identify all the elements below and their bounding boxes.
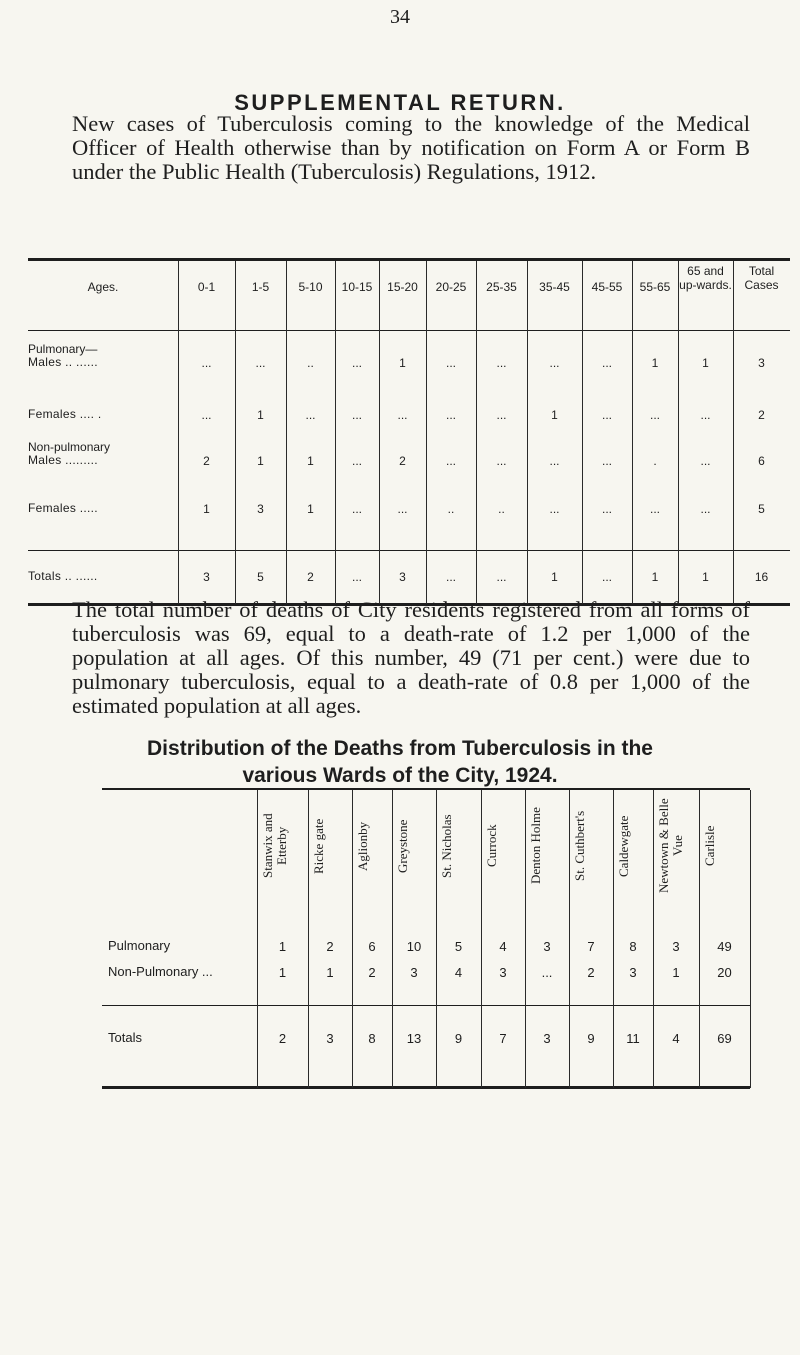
column-header: 45-55 (591, 280, 623, 294)
ward-row-label: Pulmonary (108, 938, 171, 953)
table-cell: 3 (399, 570, 406, 584)
table-cell: ... (649, 502, 660, 516)
ward-column-header: Stanwix and Etterby (260, 813, 289, 879)
table-cell: ... (496, 408, 507, 422)
table-cell: 1 (257, 454, 264, 468)
table-cell: ... (549, 502, 560, 516)
table-cell: ... (445, 408, 456, 422)
column-rule (426, 261, 427, 604)
column-rule (476, 261, 477, 604)
deaths-paragraph: The total number of deaths of City residents registered from all forms of tuberculosis was 69, equal to a death-rate of 1.2 per 1,000 of the population at all ages. Of this number, 49 (71 per cent.) were due to pulmonary tuberculosis, equal to a death-rate of 0.8 per 1,000 of the estimated population at all ages. (72, 597, 750, 718)
ward-cell: 1 (672, 965, 680, 980)
ward-cell: 3 (410, 965, 418, 980)
column-header: 20-25 (435, 280, 467, 294)
table-cell: 2 (758, 408, 765, 422)
table-cell: 16 (754, 570, 769, 584)
column-rule (632, 261, 633, 604)
table-cell: 3 (758, 356, 765, 370)
ward-cell: 3 (326, 1031, 334, 1046)
column-rule (733, 261, 734, 604)
ward-cell: 4 (454, 965, 463, 980)
table-cell: ... (397, 502, 408, 516)
ward-column-header: St. Nicholas (439, 814, 454, 878)
table-cell: 1 (651, 356, 659, 370)
table-cell: .. (447, 502, 455, 516)
column-rule (582, 261, 583, 604)
table-top-rule (28, 258, 790, 261)
table-cell: ... (700, 454, 711, 468)
column-header: 5-10 (298, 280, 323, 294)
table-cell: ... (601, 502, 612, 516)
column-header: 15-20 (387, 280, 418, 294)
column-rule (750, 790, 751, 1088)
table-cell: ... (305, 408, 316, 422)
ward-column-header: Greystone (395, 819, 410, 873)
table-cell: 1 (307, 502, 314, 516)
table-cell: ... (397, 408, 408, 422)
ward-cell: 1 (326, 965, 334, 980)
ward-cell: 8 (368, 1031, 376, 1046)
column-header: 0-1 (197, 280, 216, 294)
table-cell: 3 (257, 502, 264, 516)
table-cell: ... (601, 356, 612, 370)
table-cell: 1 (702, 570, 709, 584)
table-cell: ... (496, 570, 507, 584)
ward-cell: 11 (626, 1031, 640, 1046)
ward-cell: 3 (499, 965, 507, 980)
ward-cell: 6 (368, 939, 376, 954)
ward-cell: 3 (543, 939, 551, 954)
page-number: 34 (390, 6, 410, 28)
column-header: Total Cases (744, 264, 779, 292)
column-rule (178, 261, 179, 604)
ward-cell: 7 (499, 1031, 507, 1046)
row-label: Males .. ...... (28, 355, 98, 369)
ward-cell: 2 (278, 1031, 287, 1046)
table-cell: ... (700, 408, 711, 422)
ward-column-header: Aglionby (355, 821, 370, 871)
table-cell: ... (351, 454, 362, 468)
column-header: 55-65 (639, 280, 671, 294)
column-header: 35-45 (539, 280, 570, 294)
ward-cell: 49 (717, 939, 732, 954)
table-cell: .. (498, 502, 505, 516)
table-cell: 2 (399, 454, 406, 468)
ward-column-header: St. Cuthbert's (572, 810, 587, 882)
table-cell: 5 (257, 570, 264, 584)
table-cell: ... (351, 502, 362, 516)
table-cell: .. (307, 356, 314, 370)
ward-cell: 3 (543, 1031, 551, 1046)
ward-column-header: Newtown & Belle Vue (656, 798, 685, 894)
ward-cell: 20 (717, 965, 732, 980)
table-cell: . (653, 454, 657, 468)
column-header: 25-35 (486, 280, 517, 294)
table-cell: 1 (257, 408, 264, 422)
ward-cell: 3 (629, 965, 637, 980)
intro-paragraph: New cases of Tuberculosis coming to the knowledge of the Medical Officer of Health otherwise than by notification on Form A or Form B under the Public Health (Tuberculosis) Regulations, 1912. (72, 111, 750, 184)
row-label: Females ..... (28, 501, 98, 515)
ward-cell: 2 (326, 939, 334, 954)
table-cell: ... (201, 356, 212, 370)
ward-cell: 4 (672, 1031, 680, 1046)
ward-row-label: Totals (108, 1030, 142, 1045)
row-label: Males ......... (28, 453, 98, 467)
ward-cell: 69 (717, 1031, 732, 1046)
table-cell: ... (549, 454, 560, 468)
table-cell: ... (201, 408, 212, 422)
table-cell: ... (351, 408, 362, 422)
table-cell: ... (601, 570, 612, 584)
table-cell: ... (445, 454, 456, 468)
row-label: Totals .. ...... (28, 569, 98, 583)
ward-cell: 9 (587, 1031, 595, 1046)
table-cell: ... (351, 356, 362, 370)
ward-cell: 2 (368, 965, 376, 980)
column-header: 10-15 (341, 280, 373, 294)
table-cell: 2 (307, 570, 314, 584)
column-rule (335, 261, 336, 604)
cases-table (28, 258, 790, 604)
table-cell: ... (601, 408, 612, 422)
table-cell: ... (351, 570, 362, 584)
row-label: Females .... . (28, 407, 102, 421)
ward-cell: ... (541, 965, 553, 980)
column-rule (379, 261, 380, 604)
table-cell: ... (549, 356, 560, 370)
table-cell: 6 (758, 454, 765, 468)
table-cell: 1 (551, 570, 558, 584)
ward-column-header: Denton Holme (528, 807, 543, 885)
ward-cell: 1 (278, 939, 287, 954)
table-cell: 1 (651, 570, 659, 584)
table-cell: 5 (758, 502, 765, 516)
table-cell: ... (255, 356, 266, 370)
table-cell: 1 (399, 356, 406, 370)
table-cell: ... (445, 570, 456, 584)
column-rule (235, 261, 236, 604)
ward-cell: 2 (587, 965, 595, 980)
ward-column-header: Caldewgate (616, 815, 631, 877)
table-cell: 1 (203, 502, 210, 516)
ward-cell: 9 (454, 1031, 463, 1046)
ward-cell: 13 (406, 1031, 422, 1046)
table-cell: 1 (307, 454, 314, 468)
ward-column-header: Ricke gate (311, 818, 326, 874)
ward-cell: 4 (499, 939, 507, 954)
table-cell: ... (445, 356, 456, 370)
ward-cell: 3 (672, 939, 680, 954)
ages-corner-label: Ages. (87, 280, 119, 294)
ward-column-header: Carlisle (702, 825, 717, 867)
table-header-rule (28, 330, 790, 331)
table-cell: 3 (203, 570, 210, 584)
column-header: 65 and up-wards. (679, 264, 732, 292)
table-cell: ... (700, 502, 711, 516)
column-header: 1-5 (251, 280, 270, 294)
table-cell: 1 (551, 408, 558, 422)
table-cell: 1 (702, 356, 709, 370)
row-group-label: Non-pulmonary (28, 440, 111, 454)
ward-row-label: Non-Pulmonary ... (108, 964, 213, 979)
table-cell: 2 (203, 454, 210, 468)
table-cell: ... (496, 454, 507, 468)
ward-cell: 10 (406, 939, 422, 954)
table-totals-rule (28, 550, 790, 551)
column-rule (527, 261, 528, 604)
table-cell: ... (496, 356, 507, 370)
distribution-subheading: various Wards of the City, 1924. (242, 764, 558, 787)
row-group-label: Pulmonary— (28, 342, 98, 356)
distribution-heading: Distribution of the Deaths from Tuberculosis in the (147, 737, 653, 760)
table-cell: ... (601, 454, 612, 468)
ward-column-header: Currock (484, 824, 499, 868)
page-title: SUPPLEMENTAL RETURN. (234, 90, 566, 115)
table-cell: ... (649, 408, 660, 422)
column-rule (678, 261, 679, 604)
ward-cell: 1 (278, 965, 287, 980)
column-rule (286, 261, 287, 604)
wards-table (102, 788, 750, 1088)
ward-cell: 7 (587, 939, 595, 954)
ward-cell: 5 (454, 939, 463, 954)
ward-cell: 8 (629, 939, 637, 954)
